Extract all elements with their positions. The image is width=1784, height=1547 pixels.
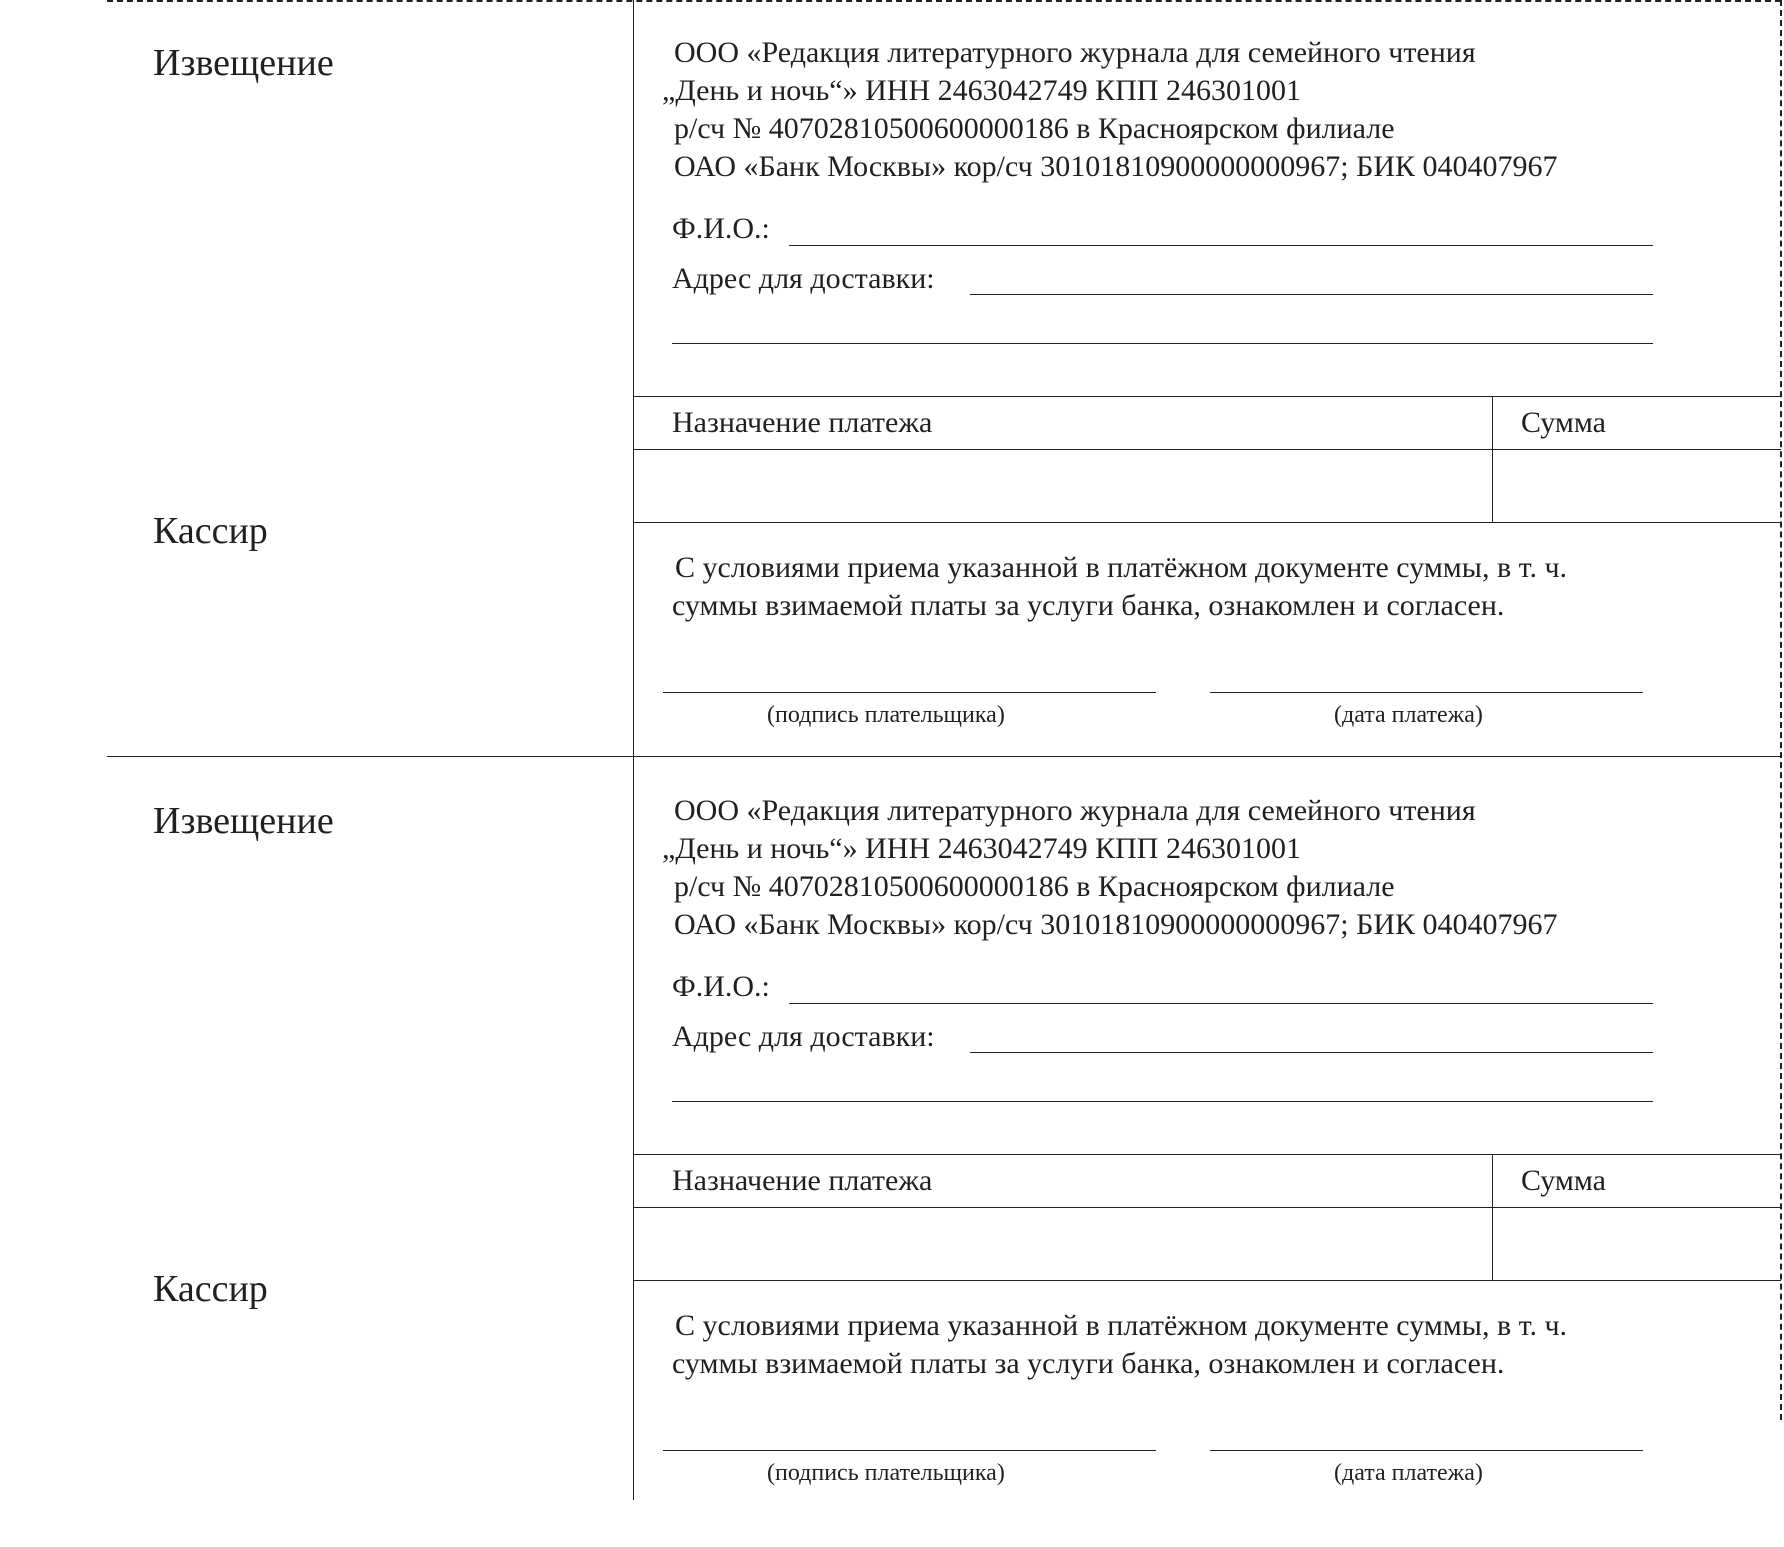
- payment-date-line[interactable]: [1210, 1450, 1643, 1451]
- cashier-label: Кассир: [153, 510, 268, 552]
- table-column-divider: [1492, 1154, 1493, 1280]
- payee-line: ООО «Редакция литературного журнала для семейного чтения: [674, 794, 1476, 827]
- table-bottom-border: [633, 522, 1781, 523]
- consent-line: суммы взимаемой платы за услуги банка, ознакомлен и согласен.: [672, 1347, 1505, 1380]
- table-bottom-border: [633, 1280, 1781, 1281]
- column-divider: [633, 758, 634, 1500]
- fio-field[interactable]: [789, 1003, 1653, 1004]
- consent-line: С условиями приема указанной в платёжном документе суммы, в т. ч.: [675, 1309, 1568, 1342]
- table-top-border: [633, 396, 1781, 397]
- payment-purpose-cell[interactable]: [636, 1210, 1489, 1278]
- table-column-divider: [1492, 396, 1493, 522]
- address-field-continued[interactable]: [672, 1101, 1653, 1102]
- payee-line: р/сч № 40702810500600000186 в Красноярском филиале: [674, 112, 1395, 145]
- payee-line: ОАО «Банк Москвы» кор/сч 30101810900000000967; БИК 040407967: [674, 908, 1558, 941]
- payee-line: ООО «Редакция литературного журнала для семейного чтения: [674, 36, 1476, 69]
- consent-line: суммы взимаемой платы за услуги банка, ознакомлен и согласен.: [672, 589, 1505, 622]
- payer-signature-line[interactable]: [663, 692, 1156, 693]
- payment-purpose-input[interactable]: [636, 452, 1489, 520]
- amount-input[interactable]: [1495, 1210, 1778, 1278]
- consent-line: С условиями приема указанной в платёжном документе суммы, в т. ч.: [675, 551, 1568, 584]
- consent-text: [672, 549, 1567, 625]
- notice-label: Извещение: [153, 42, 334, 84]
- notice-label: Извещение: [153, 800, 334, 842]
- payee-line: „День и ночь“» ИНН 2463042749 КПП 246301001: [662, 74, 1301, 107]
- table-top-border: [633, 1154, 1781, 1155]
- column-divider: [633, 0, 634, 758]
- consent-text: [672, 1307, 1567, 1383]
- amount-cell[interactable]: [1495, 1210, 1778, 1278]
- amount-header: Сумма: [1521, 406, 1606, 439]
- table-header-border: [633, 1207, 1781, 1208]
- fio-field[interactable]: [789, 245, 1653, 246]
- address-label: Адрес для доставки:: [672, 262, 935, 295]
- payee-line: р/сч № 40702810500600000186 в Красноярском филиале: [674, 870, 1395, 903]
- fio-label: Ф.И.О.:: [672, 212, 770, 245]
- payment-date-caption: (дата платежа): [1334, 702, 1483, 728]
- payer-signature-line[interactable]: [663, 1450, 1156, 1451]
- address-field[interactable]: [970, 294, 1653, 295]
- cashier-label: Кассир: [153, 1268, 268, 1310]
- address-field-continued[interactable]: [672, 343, 1653, 344]
- payment-purpose-cell[interactable]: [636, 452, 1489, 520]
- payment-purpose-header: Назначение платежа: [672, 1164, 933, 1197]
- payee-details: [662, 792, 1558, 944]
- payment-date-line[interactable]: [1210, 692, 1643, 693]
- address-field[interactable]: [970, 1052, 1653, 1053]
- amount-header: Сумма: [1521, 1164, 1606, 1197]
- payment-receipt-notice: [0, 0, 1784, 758]
- payee-line: ОАО «Банк Москвы» кор/сч 30101810900000000967; БИК 040407967: [674, 150, 1558, 183]
- payment-purpose-input[interactable]: [636, 1210, 1489, 1278]
- address-label: Адрес для доставки:: [672, 1020, 935, 1053]
- payment-date-caption: (дата платежа): [1334, 1460, 1483, 1486]
- payment-purpose-header: Назначение платежа: [672, 406, 933, 439]
- amount-cell[interactable]: [1495, 452, 1778, 520]
- payee-line: „День и ночь“» ИНН 2463042749 КПП 246301001: [662, 832, 1301, 865]
- fio-label: Ф.И.О.:: [672, 970, 770, 1003]
- payer-signature-caption: (подпись плательщика): [767, 702, 1005, 728]
- amount-input[interactable]: [1495, 452, 1778, 520]
- payment-receipt-notice: [0, 758, 1784, 1516]
- table-header-border: [633, 449, 1781, 450]
- payer-signature-caption: (подпись плательщика): [767, 1460, 1005, 1486]
- payee-details: [662, 34, 1558, 186]
- receipt-separator: [107, 756, 1781, 757]
